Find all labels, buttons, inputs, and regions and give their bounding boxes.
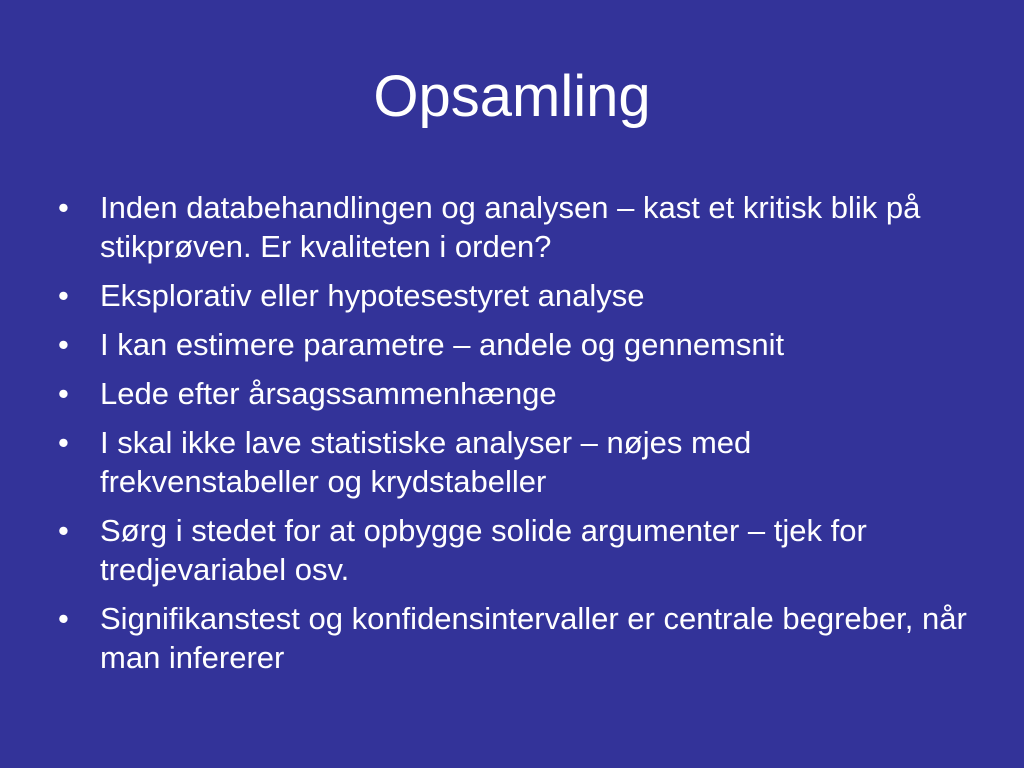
bullet-text: Eksplorativ eller hypotesestyret analyse	[100, 278, 645, 313]
bullet-item	[58, 423, 978, 501]
bullet-marker: •	[58, 327, 69, 362]
bullet-item	[58, 188, 978, 266]
bullet-marker: •	[58, 376, 69, 411]
bullet-text: Signifikanstest og konfidensintervaller er centrale begreber, når man infererer	[100, 601, 967, 675]
bullet-text: Inden databehandlingen og analysen – kast et kritisk blik på stikprøven. Er kvaliteten i orden?	[100, 190, 921, 264]
bullet-item	[58, 599, 978, 677]
bullet-item	[58, 325, 978, 364]
bullet-marker: •	[58, 425, 69, 460]
bullet-list	[58, 188, 978, 687]
bullet-text: Lede efter årsagssammenhænge	[100, 376, 557, 411]
bullet-marker: •	[58, 601, 69, 636]
bullet-text: I skal ikke lave statistiske analyser – nøjes med frekvenstabeller og krydstabeller	[100, 425, 752, 499]
bullet-marker: •	[58, 278, 69, 313]
bullet-text: Sørg i stedet for at opbygge solide argumenter – tjek for tredjevariabel osv.	[100, 513, 867, 587]
slide-title: Opsamling	[373, 64, 651, 129]
bullet-marker: •	[58, 513, 69, 548]
bullet-text: I kan estimere parametre – andele og gennemsnit	[100, 327, 785, 362]
bullet-item	[58, 511, 978, 589]
bullet-marker: •	[58, 190, 69, 225]
bullet-item	[58, 276, 978, 315]
bullet-item	[58, 374, 978, 413]
